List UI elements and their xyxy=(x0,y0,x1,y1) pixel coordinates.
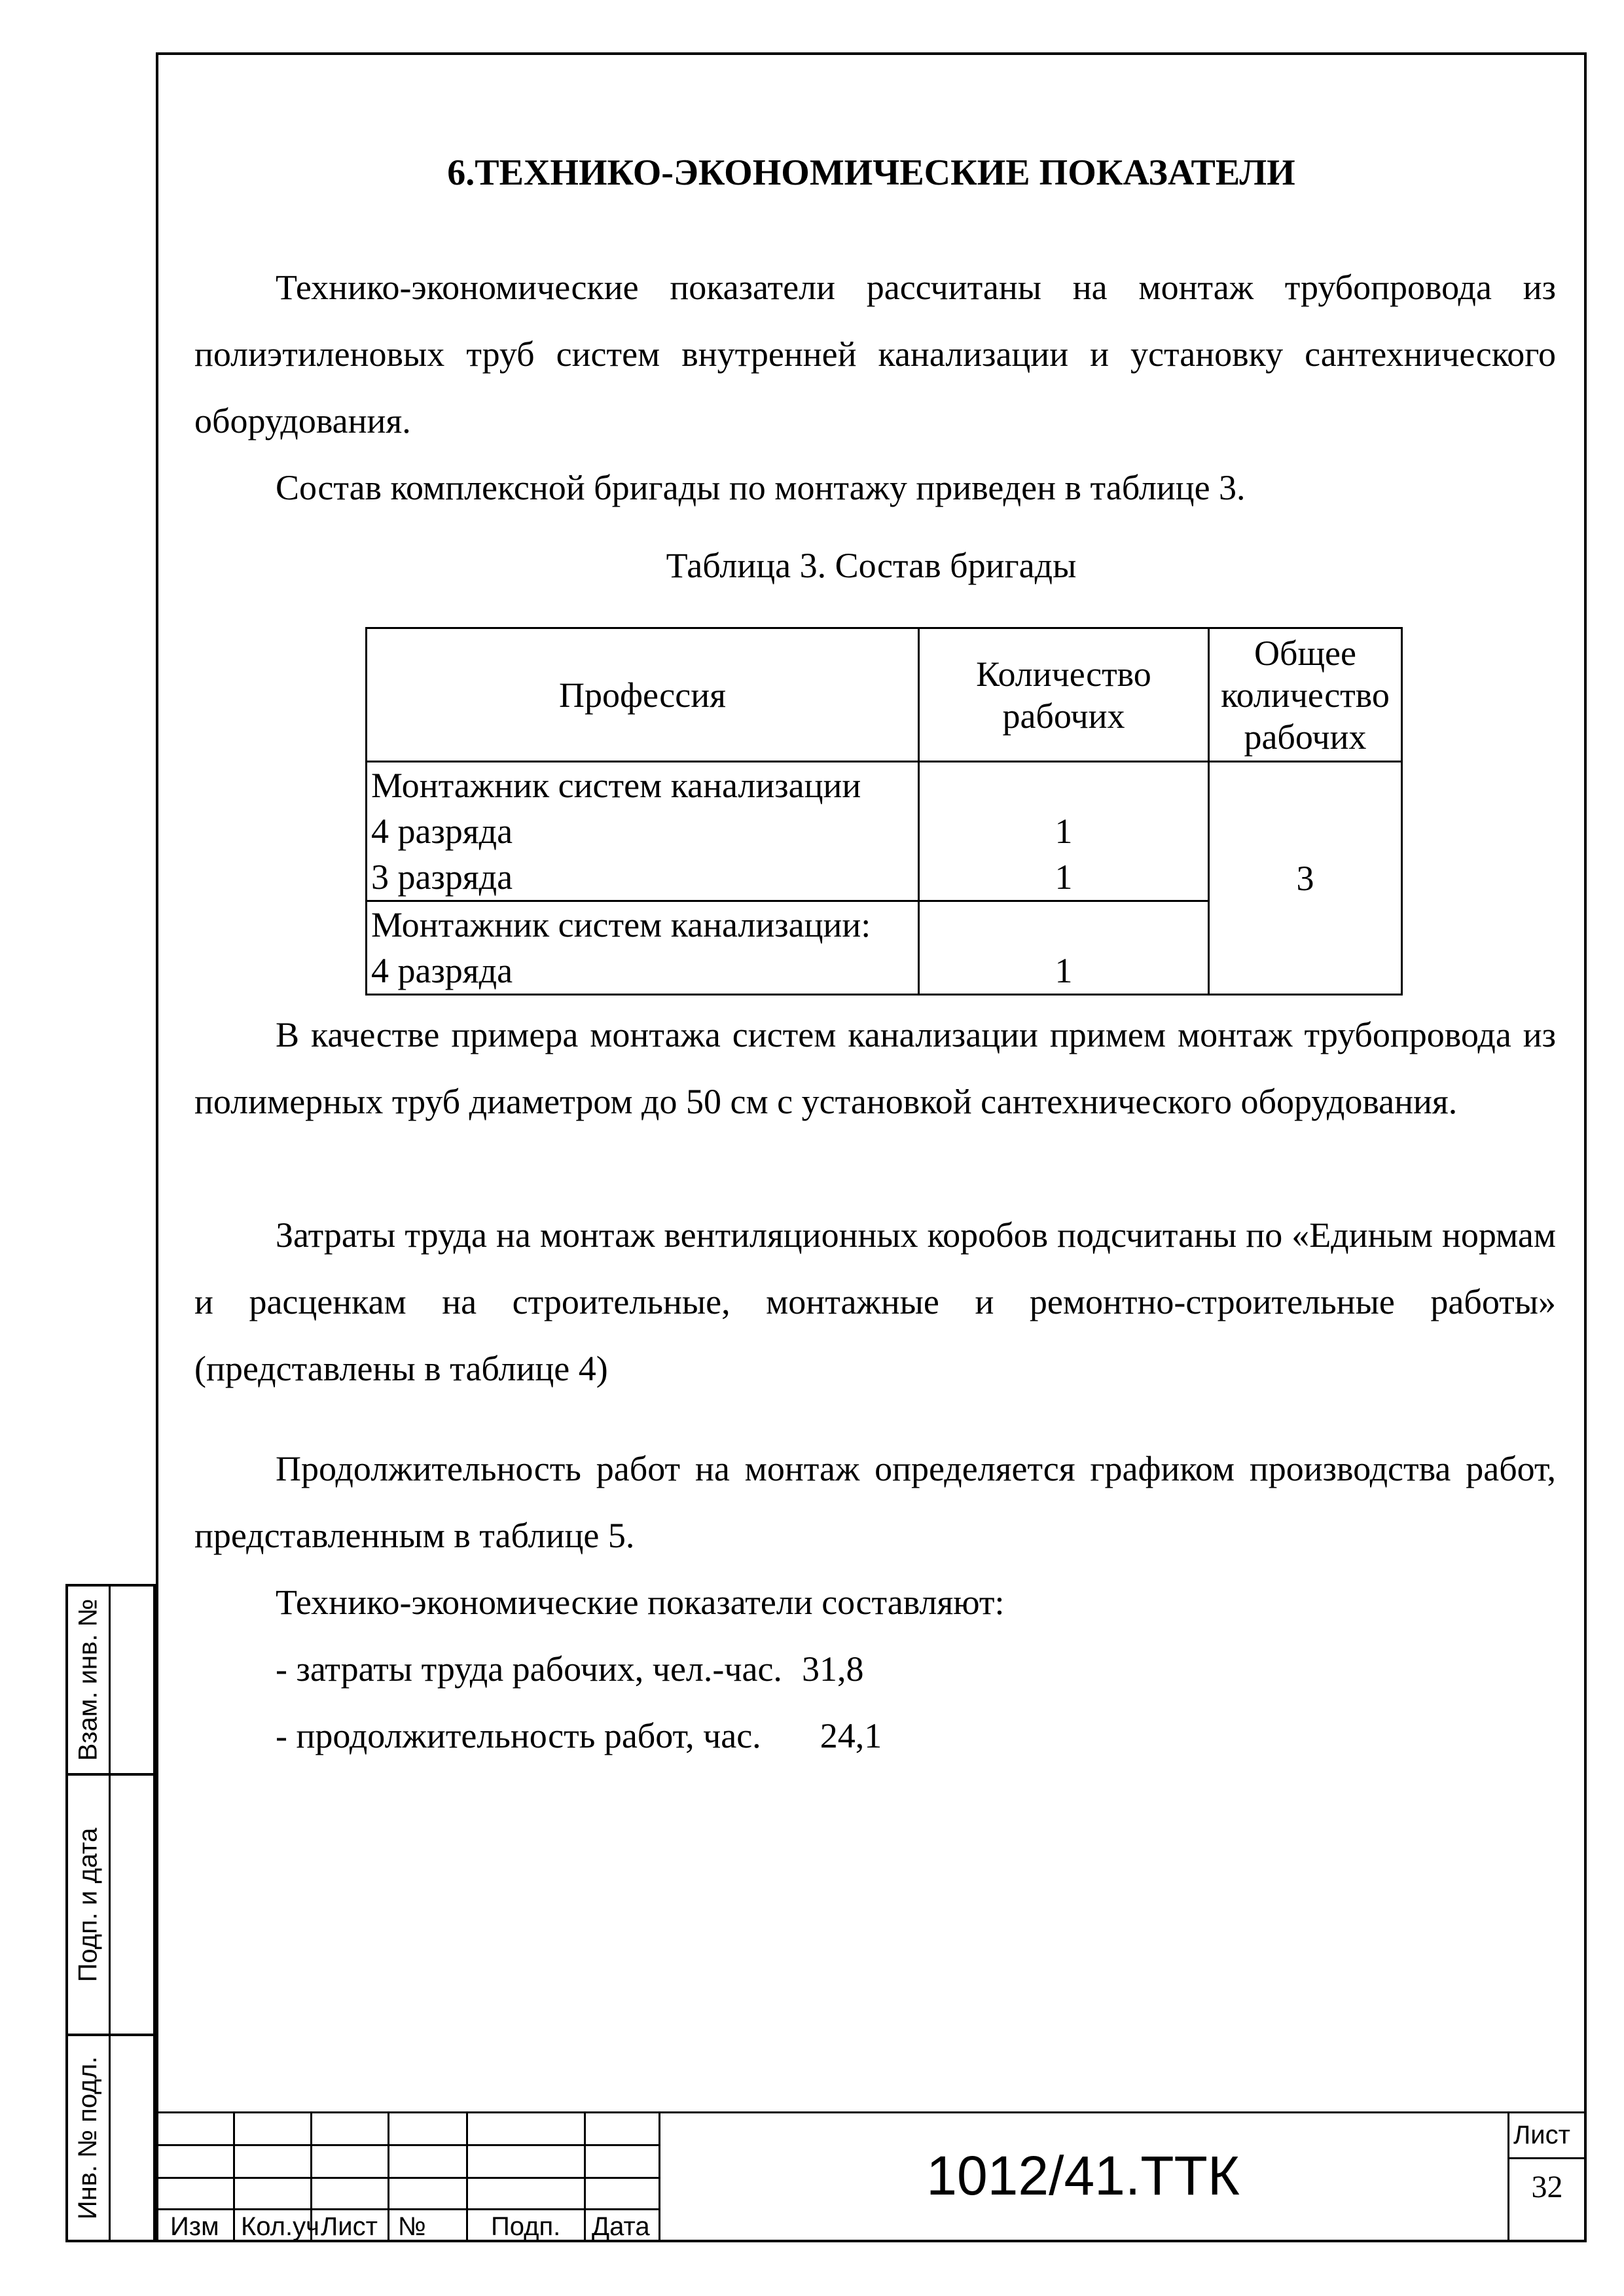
profession-title: Монтажник систем канализации: xyxy=(371,905,871,944)
profession-cell xyxy=(367,901,919,995)
paragraph-indicators: Технико-экономические показатели составляют: xyxy=(276,1583,1005,1622)
header-profession: Профессия xyxy=(367,628,919,762)
header-total: Общее количество рабочих xyxy=(1209,628,1402,762)
paragraph-intro: Технико-экономические показатели рассчитаны на монтаж трубопровода из полиэтиленовых труб систем внутренней канализации и установку сантехнического оборудования. xyxy=(194,268,1556,440)
tb-col-podp: Подп. xyxy=(491,2212,561,2241)
total-cell: 3 xyxy=(1209,762,1402,995)
table-caption: Таблица 3. Состав бригады xyxy=(666,546,1077,585)
indicator-label: - продолжительность работ, час. xyxy=(276,1716,761,1755)
sheet-number: 32 xyxy=(1531,2170,1563,2204)
count-cell xyxy=(919,901,1209,995)
sheet-label: Лист xyxy=(1513,2121,1570,2149)
doc-code: 1012/41.ТТК xyxy=(926,2145,1240,2206)
count-value: 1 xyxy=(1055,812,1073,851)
indicator-duration xyxy=(276,1702,882,1769)
stamp-podp xyxy=(65,1773,156,2036)
tb-col-kolvo: Кол.уч xyxy=(241,2212,319,2241)
paragraph-crew-ref: Состав комплексной бригады по монтажу приведен в таблице 3. xyxy=(276,468,1246,507)
stamp-vzam xyxy=(65,1584,156,1776)
stamp-inv xyxy=(65,2034,156,2242)
indicator-label: - затраты труда рабочих, чел.-час. xyxy=(276,1649,782,1689)
indicator-labor xyxy=(276,1636,863,1702)
tb-col-num: № xyxy=(398,2212,426,2241)
tb-col-izm: Изм xyxy=(170,2212,219,2241)
paragraph-example: В качестве примера монтажа систем канализации примем монтаж трубопровода из полимерных труб диаметром до 50 см с установкой сантехнического оборудования. xyxy=(194,1015,1556,1121)
profession-title: Монтажник систем канализации xyxy=(371,766,861,805)
indicator-value: 24,1 xyxy=(820,1716,882,1755)
table-header-row xyxy=(367,628,1402,762)
count-value: 1 xyxy=(1055,951,1073,990)
table-row xyxy=(367,762,1402,901)
stamp-inv-label: Инв. № подл. xyxy=(73,2056,103,2220)
indicator-value: 31,8 xyxy=(801,1649,864,1689)
title-block xyxy=(156,2111,1587,2242)
count-cell xyxy=(919,762,1209,901)
profession-grade: 4 разряда xyxy=(371,951,513,990)
paragraph-duration: Продолжительность работ на монтаж определяется графиком производства работ, представленным в таблице 5. xyxy=(194,1449,1556,1555)
crew-table xyxy=(365,627,1403,996)
section-title: 6.ТЕХНИКО-ЭКОНОМИЧЕСКИЕ ПОКАЗАТЕЛИ xyxy=(447,152,1295,193)
tb-col-list: Лист xyxy=(321,2212,378,2241)
paragraph-labor: Затраты труда на монтаж вентиляционных коробов подсчитаны по «Единым нормам и расценкам на строительные, монтажные и ремонтно-строительные работы» (представлены в таблице 4) xyxy=(194,1215,1556,1388)
profession-grade: 4 разряда xyxy=(371,812,513,851)
count-value: 1 xyxy=(1055,857,1073,897)
stamp-podp-label: Подп. и дата xyxy=(73,1827,103,1982)
profession-cell xyxy=(367,762,919,901)
profession-grade: 3 разряда xyxy=(371,857,513,897)
tb-col-data: Дата xyxy=(592,2212,650,2241)
stamp-vzam-label: Взам. инв. № xyxy=(73,1598,103,1761)
header-count: Количество рабочих xyxy=(919,628,1209,762)
